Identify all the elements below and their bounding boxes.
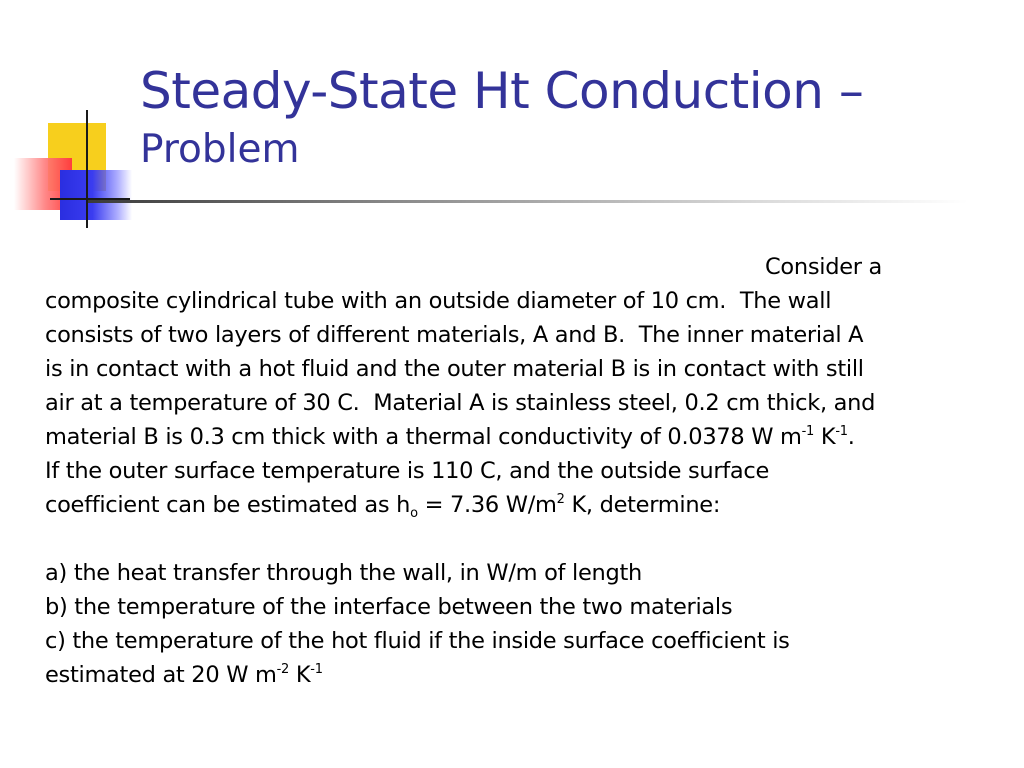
paragraph-spacer — [45, 522, 1005, 556]
text-run: K — [814, 424, 836, 450]
list-item-c: c) the temperature of the hot fluid if the inside surface coefficient is — [45, 628, 790, 654]
list-item-a: a) the heat transfer through the wall, in W/m of length — [45, 560, 642, 586]
body-line: air at a temperature of 30 C. Material A is stainless steel, 0.2 cm thick, and — [45, 390, 876, 416]
body-line: composite cylindrical tube with an outside diameter of 10 cm. The wall — [45, 288, 832, 314]
blue-square — [60, 170, 132, 220]
text-run: material B is 0.3 cm thick with a thermal conductivity of 0.0378 W m — [45, 424, 802, 450]
superscript: 2 — [556, 492, 565, 507]
problem-body — [45, 250, 1005, 692]
text-run: = 7.36 W/m — [417, 492, 557, 518]
slide-title — [140, 62, 864, 172]
title-sub: Problem — [140, 127, 300, 172]
text-run: K, determine: — [564, 492, 721, 518]
superscript: -1 — [801, 424, 815, 439]
decorative-squares-logo — [0, 0, 140, 240]
superscript: -1 — [310, 662, 323, 677]
list-item-b: b) the temperature of the interface between the two materials — [45, 594, 733, 620]
body-line — [45, 488, 1005, 522]
superscript: -2 — [276, 662, 289, 677]
body-line: Consider a — [765, 254, 883, 280]
body-line: consists of two layers of different materials, A and B. The inner material A — [45, 322, 864, 348]
superscript: -1 — [835, 424, 848, 439]
body-line: is in contact with a hot fluid and the outer material B is in contact with still — [45, 356, 864, 382]
vertical-rule — [86, 110, 88, 228]
text-run: coefficient can be estimated as h — [45, 492, 411, 518]
text-run: estimated at 20 W m — [45, 662, 277, 688]
list-item-c-continued — [45, 658, 1005, 692]
text-run: . — [847, 424, 855, 450]
subscript: o — [410, 506, 418, 521]
text-run: K — [288, 662, 311, 688]
body-line: If the outer surface temperature is 110 C, and the outside surface — [45, 458, 770, 484]
title-main: Steady-State Ht Conduction – — [140, 62, 864, 120]
body-line — [45, 420, 1005, 454]
title-divider — [88, 200, 968, 203]
